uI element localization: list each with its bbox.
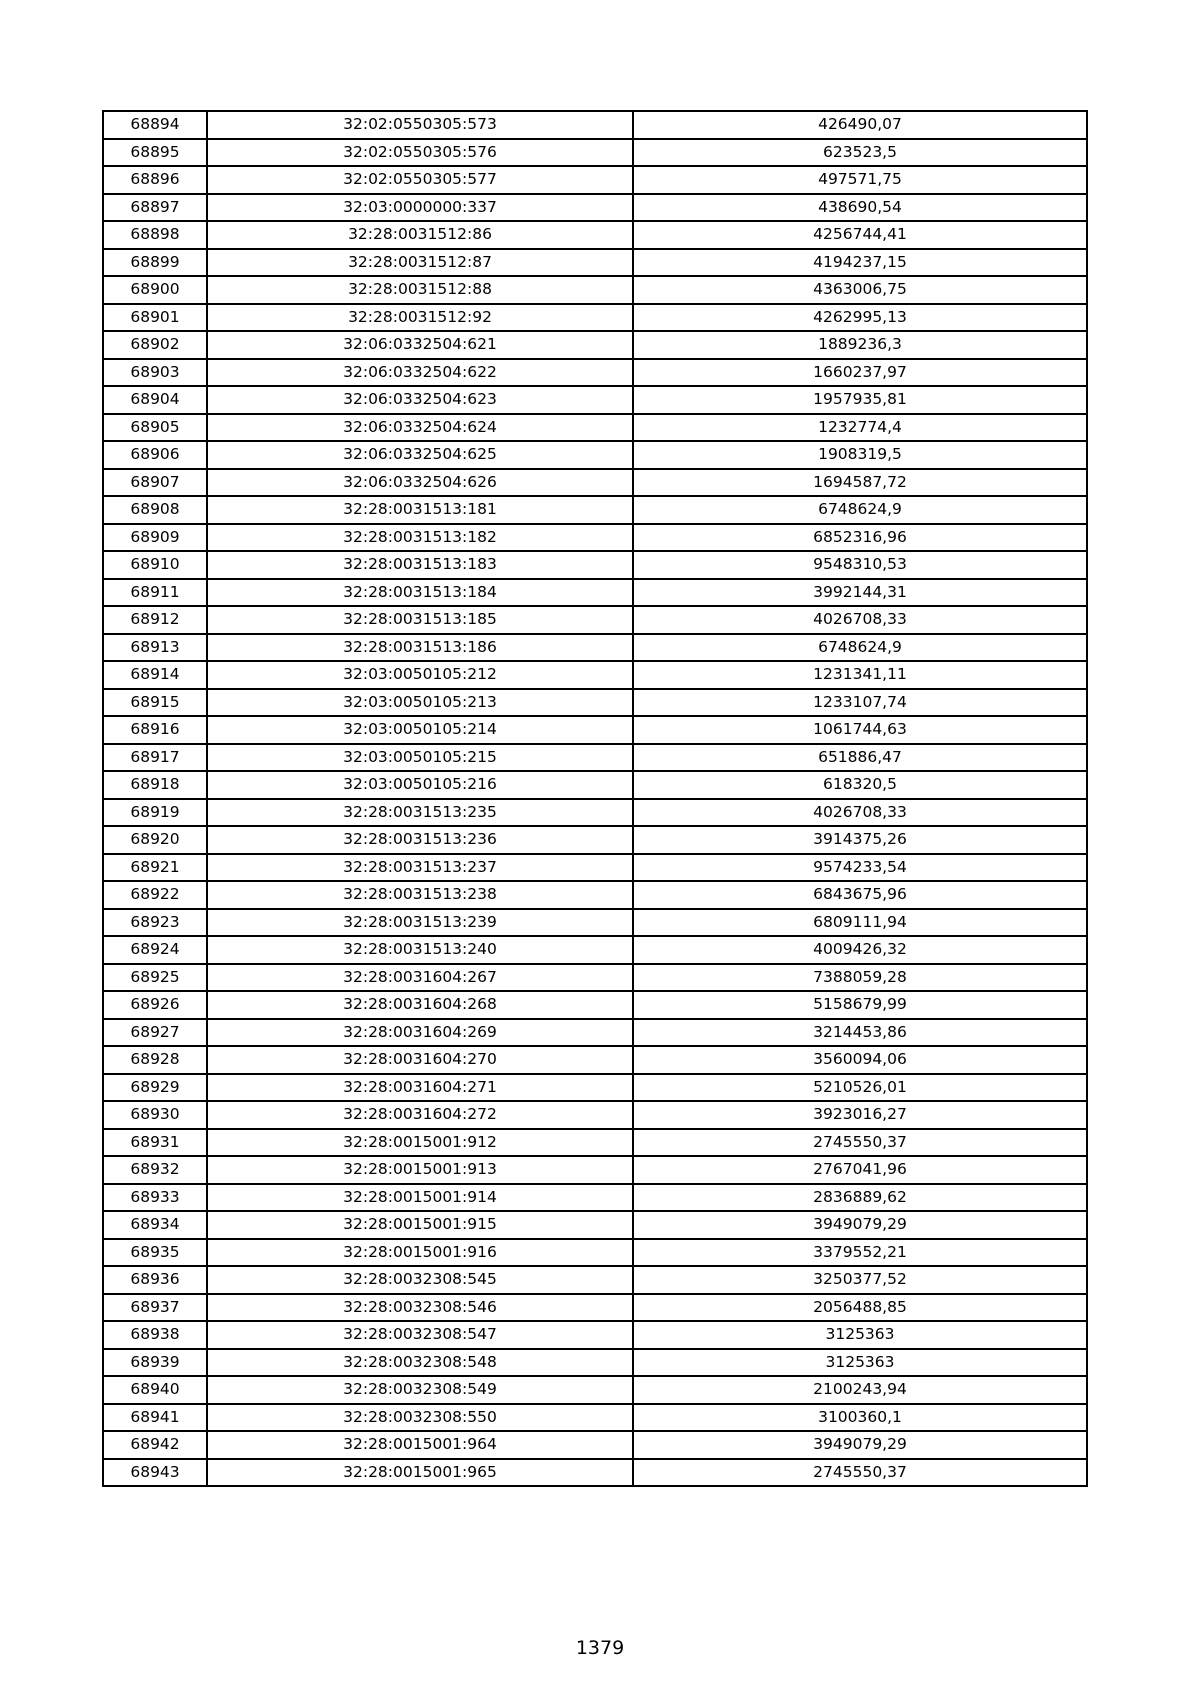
- table-row: [103, 1459, 1087, 1487]
- row-number-cell: 68932: [103, 1156, 207, 1184]
- cadastral-number-cell: 32:06:0332504:624: [207, 414, 633, 442]
- cadastral-value-cell: 2056488,85: [633, 1294, 1087, 1322]
- row-number-cell: 68937: [103, 1294, 207, 1322]
- table-row: [103, 936, 1087, 964]
- row-number-cell: 68898: [103, 221, 207, 249]
- table-row: [103, 689, 1087, 717]
- table-row: [103, 331, 1087, 359]
- table-row: [103, 1376, 1087, 1404]
- cadastral-number-cell: 32:02:0550305:573: [207, 111, 633, 139]
- row-number-cell: 68939: [103, 1349, 207, 1377]
- row-number-cell: 68914: [103, 661, 207, 689]
- table-row: [103, 166, 1087, 194]
- row-number-cell: 68916: [103, 716, 207, 744]
- cadastral-value-table: [102, 110, 1088, 1487]
- row-number-cell: 68907: [103, 469, 207, 497]
- cadastral-number-cell: 32:06:0332504:626: [207, 469, 633, 497]
- cadastral-value-cell: 1233107,74: [633, 689, 1087, 717]
- table-row: [103, 194, 1087, 222]
- cadastral-number-cell: 32:28:0032308:546: [207, 1294, 633, 1322]
- cadastral-number-cell: 32:28:0031513:238: [207, 881, 633, 909]
- table-row: [103, 441, 1087, 469]
- cadastral-value-cell: 4026708,33: [633, 606, 1087, 634]
- cadastral-value-cell: 6748624,9: [633, 634, 1087, 662]
- row-number-cell: 68906: [103, 441, 207, 469]
- cadastral-number-cell: 32:06:0332504:622: [207, 359, 633, 387]
- cadastral-number-cell: 32:28:0031513:237: [207, 854, 633, 882]
- table-row: [103, 1019, 1087, 1047]
- table-row: [103, 1404, 1087, 1432]
- row-number-cell: 68921: [103, 854, 207, 882]
- cadastral-number-cell: 32:28:0015001:914: [207, 1184, 633, 1212]
- row-number-cell: 68910: [103, 551, 207, 579]
- cadastral-value-cell: 2767041,96: [633, 1156, 1087, 1184]
- table-row: [103, 1266, 1087, 1294]
- table-row: [103, 276, 1087, 304]
- table-row: [103, 1101, 1087, 1129]
- cadastral-number-cell: 32:28:0031513:181: [207, 496, 633, 524]
- cadastral-number-cell: 32:28:0015001:916: [207, 1239, 633, 1267]
- table-row: [103, 551, 1087, 579]
- cadastral-value-cell: 1889236,3: [633, 331, 1087, 359]
- row-number-cell: 68923: [103, 909, 207, 937]
- row-number-cell: 68897: [103, 194, 207, 222]
- cadastral-value-cell: 2745550,37: [633, 1459, 1087, 1487]
- cadastral-value-cell: 438690,54: [633, 194, 1087, 222]
- row-number-cell: 68919: [103, 799, 207, 827]
- cadastral-number-cell: 32:28:0015001:915: [207, 1211, 633, 1239]
- cadastral-number-cell: 32:28:0031513:186: [207, 634, 633, 662]
- table-row: [103, 1211, 1087, 1239]
- table-row: [103, 1184, 1087, 1212]
- cadastral-number-cell: 32:28:0015001:964: [207, 1431, 633, 1459]
- row-number-cell: 68940: [103, 1376, 207, 1404]
- cadastral-number-cell: 32:28:0015001:965: [207, 1459, 633, 1487]
- cadastral-number-cell: 32:28:0031604:271: [207, 1074, 633, 1102]
- cadastral-number-cell: 32:06:0332504:621: [207, 331, 633, 359]
- table-row: [103, 716, 1087, 744]
- cadastral-number-cell: 32:28:0031512:87: [207, 249, 633, 277]
- table-row: [103, 386, 1087, 414]
- cadastral-number-cell: 32:06:0332504:623: [207, 386, 633, 414]
- table-row: [103, 799, 1087, 827]
- table-row: [103, 1156, 1087, 1184]
- table-row: [103, 496, 1087, 524]
- cadastral-number-cell: 32:28:0031604:270: [207, 1046, 633, 1074]
- table-row: [103, 634, 1087, 662]
- cadastral-value-cell: 6748624,9: [633, 496, 1087, 524]
- cadastral-value-cell: 4363006,75: [633, 276, 1087, 304]
- table-row: [103, 881, 1087, 909]
- row-number-cell: 68928: [103, 1046, 207, 1074]
- table-row: [103, 854, 1087, 882]
- row-number-cell: 68894: [103, 111, 207, 139]
- cadastral-number-cell: 32:28:0031513:183: [207, 551, 633, 579]
- table-row: [103, 1431, 1087, 1459]
- cadastral-value-cell: 497571,75: [633, 166, 1087, 194]
- table-body: [103, 111, 1087, 1486]
- cadastral-value-cell: 3992144,31: [633, 579, 1087, 607]
- table-row: [103, 249, 1087, 277]
- table-row: [103, 964, 1087, 992]
- cadastral-value-cell: 7388059,28: [633, 964, 1087, 992]
- cadastral-value-cell: 3214453,86: [633, 1019, 1087, 1047]
- row-number-cell: 68902: [103, 331, 207, 359]
- cadastral-number-cell: 32:03:0050105:212: [207, 661, 633, 689]
- table-row: [103, 991, 1087, 1019]
- cadastral-number-cell: 32:03:0050105:213: [207, 689, 633, 717]
- table-row: [103, 111, 1087, 139]
- row-number-cell: 68943: [103, 1459, 207, 1487]
- table-row: [103, 1129, 1087, 1157]
- cadastral-value-cell: 3125363: [633, 1321, 1087, 1349]
- table-row: [103, 524, 1087, 552]
- table-row: [103, 771, 1087, 799]
- row-number-cell: 68912: [103, 606, 207, 634]
- row-number-cell: 68934: [103, 1211, 207, 1239]
- cadastral-value-cell: 3250377,52: [633, 1266, 1087, 1294]
- row-number-cell: 68895: [103, 139, 207, 167]
- table-row: [103, 1321, 1087, 1349]
- cadastral-value-cell: 4009426,32: [633, 936, 1087, 964]
- row-number-cell: 68926: [103, 991, 207, 1019]
- cadastral-value-cell: 3125363: [633, 1349, 1087, 1377]
- row-number-cell: 68922: [103, 881, 207, 909]
- row-number-cell: 68913: [103, 634, 207, 662]
- row-number-cell: 68908: [103, 496, 207, 524]
- table-row: [103, 1239, 1087, 1267]
- table-row: [103, 359, 1087, 387]
- cadastral-value-cell: 4026708,33: [633, 799, 1087, 827]
- row-number-cell: 68941: [103, 1404, 207, 1432]
- row-number-cell: 68896: [103, 166, 207, 194]
- cadastral-value-cell: 4194237,15: [633, 249, 1087, 277]
- row-number-cell: 68899: [103, 249, 207, 277]
- cadastral-value-cell: 1061744,63: [633, 716, 1087, 744]
- row-number-cell: 68931: [103, 1129, 207, 1157]
- cadastral-value-cell: 1232774,4: [633, 414, 1087, 442]
- row-number-cell: 68904: [103, 386, 207, 414]
- row-number-cell: 68936: [103, 1266, 207, 1294]
- table-row: [103, 606, 1087, 634]
- cadastral-value-cell: 2836889,62: [633, 1184, 1087, 1212]
- row-number-cell: 68925: [103, 964, 207, 992]
- row-number-cell: 68938: [103, 1321, 207, 1349]
- cadastral-number-cell: 32:06:0332504:625: [207, 441, 633, 469]
- row-number-cell: 68917: [103, 744, 207, 772]
- table-row: [103, 414, 1087, 442]
- row-number-cell: 68920: [103, 826, 207, 854]
- cadastral-value-cell: 426490,07: [633, 111, 1087, 139]
- cadastral-number-cell: 32:28:0032308:545: [207, 1266, 633, 1294]
- cadastral-number-cell: 32:03:0000000:337: [207, 194, 633, 222]
- table-row: [103, 304, 1087, 332]
- cadastral-value-cell: 3949079,29: [633, 1431, 1087, 1459]
- cadastral-number-cell: 32:28:0031513:236: [207, 826, 633, 854]
- cadastral-value-cell: 3560094,06: [633, 1046, 1087, 1074]
- cadastral-value-cell: 3100360,1: [633, 1404, 1087, 1432]
- cadastral-value-cell: 1694587,72: [633, 469, 1087, 497]
- table-row: [103, 469, 1087, 497]
- cadastral-number-cell: 32:02:0550305:577: [207, 166, 633, 194]
- cadastral-number-cell: 32:28:0031513:240: [207, 936, 633, 964]
- cadastral-value-cell: 2745550,37: [633, 1129, 1087, 1157]
- cadastral-value-cell: 5210526,01: [633, 1074, 1087, 1102]
- cadastral-value-cell: 2100243,94: [633, 1376, 1087, 1404]
- table-row: [103, 744, 1087, 772]
- cadastral-number-cell: 32:03:0050105:215: [207, 744, 633, 772]
- page-number: 1379: [575, 1637, 625, 1659]
- cadastral-number-cell: 32:28:0031604:272: [207, 1101, 633, 1129]
- cadastral-value-cell: 5158679,99: [633, 991, 1087, 1019]
- cadastral-value-cell: 1660237,97: [633, 359, 1087, 387]
- cadastral-value-cell: 618320,5: [633, 771, 1087, 799]
- cadastral-number-cell: 32:28:0031512:92: [207, 304, 633, 332]
- cadastral-value-cell: 623523,5: [633, 139, 1087, 167]
- cadastral-number-cell: 32:28:0031512:88: [207, 276, 633, 304]
- table-row: [103, 826, 1087, 854]
- row-number-cell: 68929: [103, 1074, 207, 1102]
- cadastral-number-cell: 32:28:0015001:913: [207, 1156, 633, 1184]
- row-number-cell: 68935: [103, 1239, 207, 1267]
- cadastral-number-cell: 32:28:0031513:185: [207, 606, 633, 634]
- cadastral-number-cell: 32:02:0550305:576: [207, 139, 633, 167]
- cadastral-value-cell: 6809111,94: [633, 909, 1087, 937]
- cadastral-number-cell: 32:28:0031604:269: [207, 1019, 633, 1047]
- cadastral-value-cell: 3923016,27: [633, 1101, 1087, 1129]
- cadastral-value-cell: 3914375,26: [633, 826, 1087, 854]
- cadastral-number-cell: 32:03:0050105:216: [207, 771, 633, 799]
- cadastral-number-cell: 32:28:0031513:184: [207, 579, 633, 607]
- cadastral-number-cell: 32:28:0031604:267: [207, 964, 633, 992]
- row-number-cell: 68924: [103, 936, 207, 964]
- cadastral-value-cell: 1957935,81: [633, 386, 1087, 414]
- row-number-cell: 68918: [103, 771, 207, 799]
- cadastral-number-cell: 32:28:0032308:547: [207, 1321, 633, 1349]
- cadastral-number-cell: 32:28:0031513:235: [207, 799, 633, 827]
- cadastral-value-cell: 651886,47: [633, 744, 1087, 772]
- table-row: [103, 1074, 1087, 1102]
- cadastral-number-cell: 32:03:0050105:214: [207, 716, 633, 744]
- table-row: [103, 661, 1087, 689]
- cadastral-number-cell: 32:28:0032308:549: [207, 1376, 633, 1404]
- cadastral-value-cell: 4262995,13: [633, 304, 1087, 332]
- cadastral-value-cell: 3379552,21: [633, 1239, 1087, 1267]
- cadastral-value-cell: 6843675,96: [633, 881, 1087, 909]
- row-number-cell: 68909: [103, 524, 207, 552]
- row-number-cell: 68911: [103, 579, 207, 607]
- cadastral-value-cell: 9548310,53: [633, 551, 1087, 579]
- table-row: [103, 1046, 1087, 1074]
- table-row: [103, 909, 1087, 937]
- row-number-cell: 68901: [103, 304, 207, 332]
- cadastral-number-cell: 32:28:0031513:239: [207, 909, 633, 937]
- cadastral-value-cell: 1231341,11: [633, 661, 1087, 689]
- row-number-cell: 68927: [103, 1019, 207, 1047]
- row-number-cell: 68915: [103, 689, 207, 717]
- table-row: [103, 1349, 1087, 1377]
- cadastral-value-cell: 9574233,54: [633, 854, 1087, 882]
- row-number-cell: 68942: [103, 1431, 207, 1459]
- cadastral-number-cell: 32:28:0031604:268: [207, 991, 633, 1019]
- row-number-cell: 68905: [103, 414, 207, 442]
- cadastral-number-cell: 32:28:0032308:550: [207, 1404, 633, 1432]
- cadastral-value-cell: 6852316,96: [633, 524, 1087, 552]
- cadastral-value-cell: 4256744,41: [633, 221, 1087, 249]
- row-number-cell: 68903: [103, 359, 207, 387]
- cadastral-number-cell: 32:28:0031512:86: [207, 221, 633, 249]
- cadastral-number-cell: 32:28:0032308:548: [207, 1349, 633, 1377]
- row-number-cell: 68930: [103, 1101, 207, 1129]
- cadastral-number-cell: 32:28:0015001:912: [207, 1129, 633, 1157]
- cadastral-number-cell: 32:28:0031513:182: [207, 524, 633, 552]
- table-row: [103, 221, 1087, 249]
- table-row: [103, 139, 1087, 167]
- cadastral-value-cell: 1908319,5: [633, 441, 1087, 469]
- cadastral-value-cell: 3949079,29: [633, 1211, 1087, 1239]
- table-row: [103, 1294, 1087, 1322]
- table-row: [103, 579, 1087, 607]
- row-number-cell: 68933: [103, 1184, 207, 1212]
- row-number-cell: 68900: [103, 276, 207, 304]
